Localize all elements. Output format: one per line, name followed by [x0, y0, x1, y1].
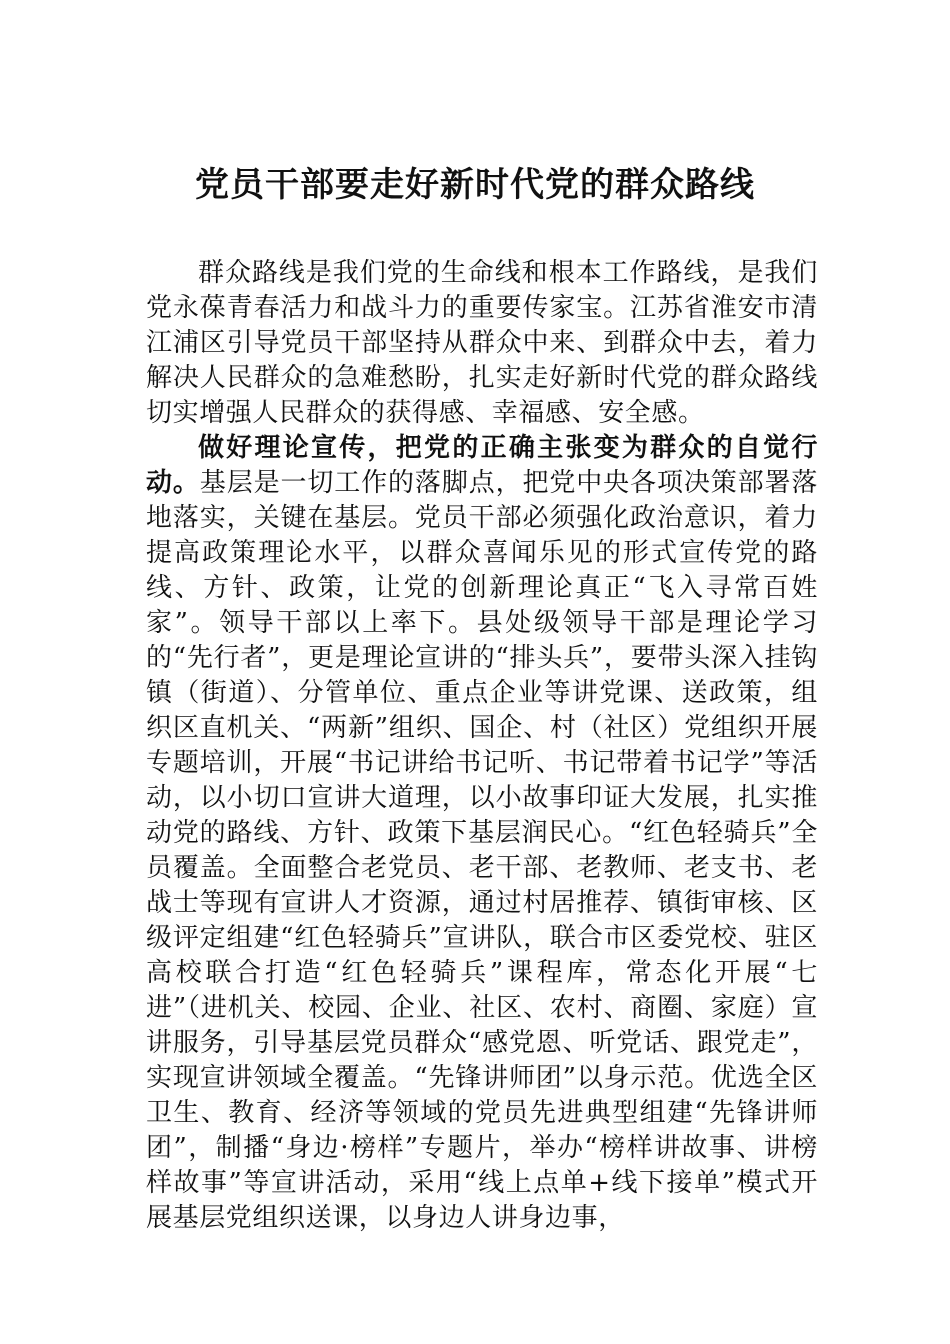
document-body [146, 256, 818, 1236]
paragraph-intro: 群众路线是我们党的生命线和根本工作路线，是我们党永葆青春活力和战斗力的重要传家宝。江苏省淮安市清江浦区引导党员干部坚持从群众中来、到群众中去，着力解决人民群众的急难愁盼，扎实走好新时代党的群众路线切实增强人民群众的获得感、幸福感、安全感。 [146, 258, 818, 428]
paragraph-body-text: 基层是一切工作的落脚点，把党中央各项决策部署落地落实，关键在基层。党员干部必须强化政治意识，着力提高政策理论水平，以群众喜闻乐见的形式宣传党的路线、方针、政策，让党的创新理论真正“飞入寻常百姓家”。领导干部以上率下。县处级领导干部是理论学习的“先行者”，更是理论宣讲的“排头兵”，要带头深入挂钩镇（街道）、分管单位、重点企业等讲党课、送政策，组织区直机关、“两新”组织、国企、村（社区）党组织开展专题培训，开展“书记讲给书记听、书记带着书记学”等活动，以小切口宣讲大道理，以小故事印证大发展，扎实推动党的路线、方针、政策下基层润民心。“红色轻骑兵”全员覆盖。全面整合老党员、老干部、老教师、老支书、老战士等现有宣讲人才资源，通过村居推荐、镇街审核、区级评定组建“红色轻骑兵”宣讲队，联合市区委党校、驻区高校联合打造“红色轻骑兵”课程库，常态化开展“七进”（进机关、校园、企业、社区、农村、商圈、家庭）宣讲服务，引导基层党员群众“感党恩、听党话、跟党走”，实现宣讲领域全覆盖。“先锋讲师团”以身示范。优选全区卫生、教育、经济等领域的党员先进典型组建“先锋讲师团”，制播“身边·榜样”专题片，举办“榜样讲故事、讲榜样故事”等宣讲活动，采用“线上点单+线下接单”模式开展基层党组织送课，以身边人讲身边事， [146, 468, 818, 1233]
paragraph-theory-publicity [146, 431, 818, 1236]
paragraph-lead-heading: 做好理论宣传，把党的正确主张变为群众的自觉行动。 [146, 433, 818, 498]
document-title: 党员干部要走好新时代党的群众路线 [195, 165, 755, 205]
